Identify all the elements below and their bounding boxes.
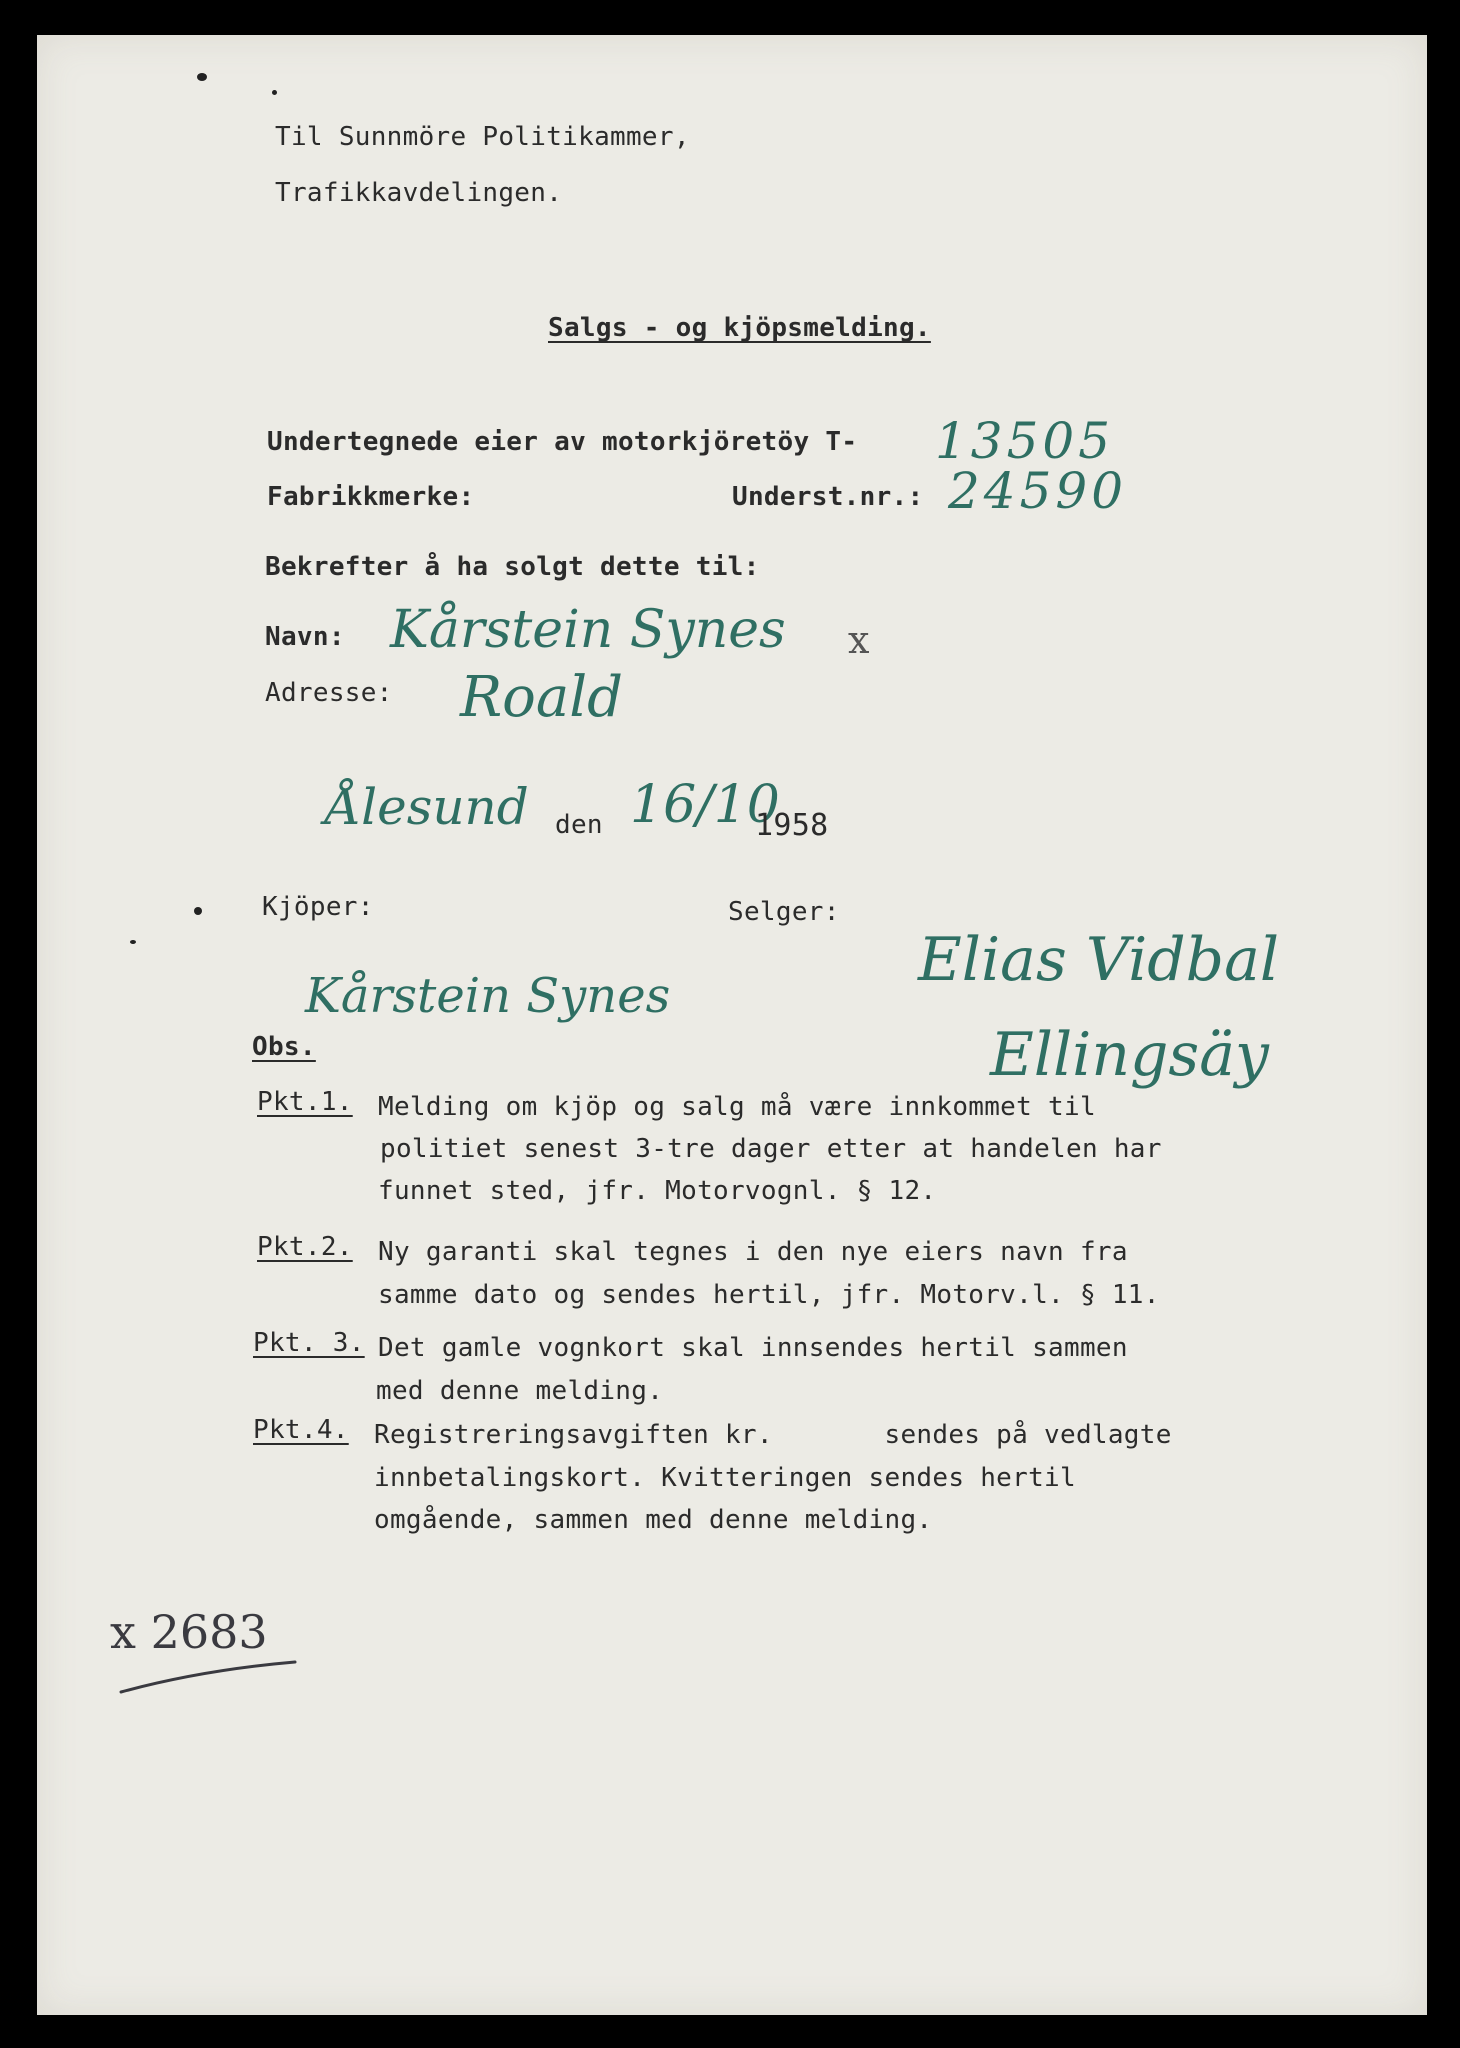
date-den-label: den [555,810,603,840]
confirm-sold-text: Bekrefter å ha solgt dette til: [265,552,760,582]
paper-speck [272,90,277,95]
date-handwritten: 16/10 [630,775,780,835]
point-1-label: Pkt.1. [257,1087,353,1117]
chassis-number: 24590 [948,462,1128,520]
seller-signature-line-1: Elias Vidbal [918,925,1280,995]
buyer-signature: Kårstein Synes [305,968,671,1024]
seller-label: Selger: [728,897,840,927]
point-1-line-1: Melding om kjöp og salg må være innkommet til [378,1092,1096,1122]
point-1-line-2: politiet senest 3-tre dager etter at handelen har [380,1134,1162,1164]
recipient-line-1: Til Sunnmöre Politikammer, [275,122,690,152]
paper-speck [197,73,207,81]
point-4-line-3: omgående, sammen med denne melding. [374,1505,933,1535]
point-2-label: Pkt.2. [257,1232,353,1262]
point-4-line-2: innbetalingskort. Kvitteringen sendes hertil [374,1463,1076,1493]
year-text: 1958 [755,808,829,843]
margin-note-underline [115,1640,315,1700]
document-title: Salgs - og kjöpsmelding. [548,313,931,343]
paper-speck [194,907,202,915]
point-2-line-1: Ny garanti skal tegnes i den nye eiers navn fra [378,1237,1128,1267]
seller-signature-line-2: Ellingsäy [990,1020,1269,1090]
make-label: Fabrikkmerke: [267,482,475,512]
point-4-line-1: Registreringsavgiften kr. sendes på vedlagte [374,1420,1172,1450]
buyer-address-handwritten: Roald [460,665,624,730]
point-2-line-2: samme dato og sendes hertil, jfr. Motorv.l. § 11. [378,1280,1160,1310]
margin-note-handwritten: x 2683 [110,1605,268,1659]
owner-label: Undertegnede eier av motorkjöretöy T- [267,427,858,457]
paper-speck [130,940,136,944]
name-label: Navn: [265,622,345,652]
point-4-label: Pkt.4. [253,1415,349,1445]
place-handwritten: Ålesund [325,778,529,836]
chassis-label: Underst.nr.: [732,482,924,512]
registration-number: 13505 [935,412,1115,470]
point-3-label: Pkt. 3. [253,1328,365,1358]
buyer-label: Kjöper: [262,892,374,922]
point-3-line-2: med denne melding. [376,1376,664,1406]
name-cross-mark: x [848,618,870,662]
point-1-line-3: funnet sted, jfr. Motorvognl. § 12. [378,1176,937,1206]
buyer-name-handwritten: Kårstein Synes [390,600,786,660]
obs-label: Obs. [252,1032,316,1062]
point-3-line-1: Det gamle vognkort skal innsendes hertil sammen [378,1333,1128,1363]
address-label: Adresse: [265,678,393,708]
recipient-line-2: Trafikkavdelingen. [275,178,563,208]
